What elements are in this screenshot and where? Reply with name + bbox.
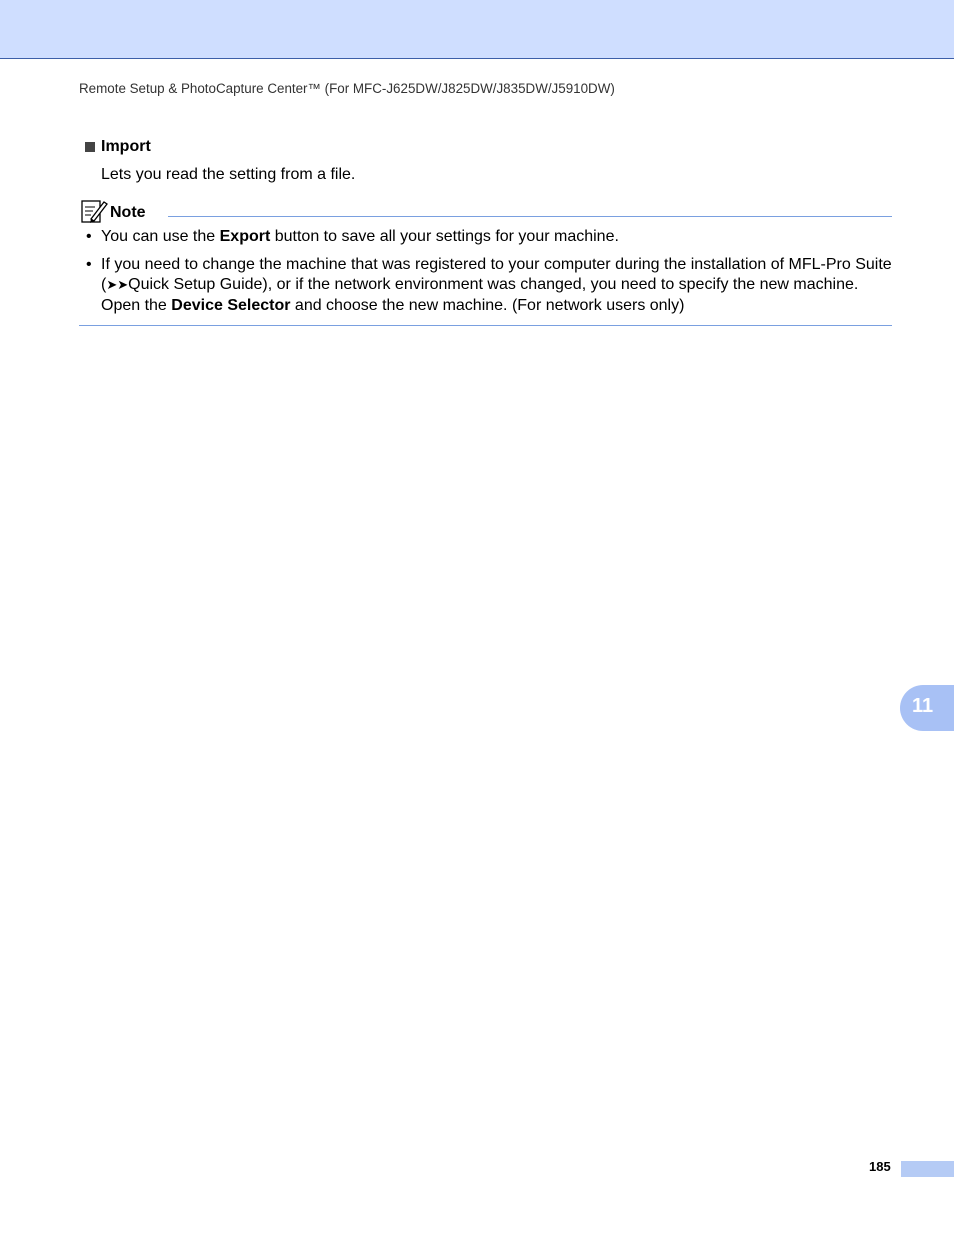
section-title: Import: [101, 138, 151, 155]
bold-term: Export: [219, 228, 271, 245]
see-reference-icon: ➤➤: [106, 277, 129, 292]
running-header: Remote Setup & PhotoCapture Center™ (For MFC-J625DW/J825DW/J835DW/J5910DW): [79, 81, 615, 96]
square-bullet-icon: [85, 142, 95, 152]
note-text: Quick Setup Guide), or if the network environment was changed, you need to specify the new machine. Open the: [101, 276, 859, 314]
note-list: [86, 227, 892, 323]
page-number-bar: [901, 1161, 954, 1177]
bullet-dot: •: [86, 255, 92, 273]
bold-term: Device Selector: [171, 296, 291, 314]
note-bottom-rule: [79, 325, 892, 326]
note-item: [86, 227, 892, 248]
top-header-band: [0, 0, 954, 59]
page-number: 185: [869, 1159, 891, 1174]
note-text: You can use the: [101, 228, 220, 245]
section-description: Lets you read the setting from a file.: [101, 166, 356, 183]
note-pencil-icon: [80, 198, 108, 224]
note-label: Note: [110, 204, 146, 221]
chapter-tab: [900, 685, 954, 731]
chapter-number: 11: [912, 695, 934, 717]
bullet-dot: •: [86, 228, 92, 245]
note-text: If you need to change the machine that was registered to your computer during the installation of MFL-Pro Suite (: [101, 255, 892, 293]
note-text: and choose the new machine. (For network users only): [290, 296, 685, 314]
section-heading: [85, 138, 151, 156]
note-header: [80, 198, 892, 220]
note-item: [86, 255, 892, 317]
note-text: button to save all your settings for your machine.: [270, 228, 619, 245]
note-top-rule: [168, 216, 892, 217]
